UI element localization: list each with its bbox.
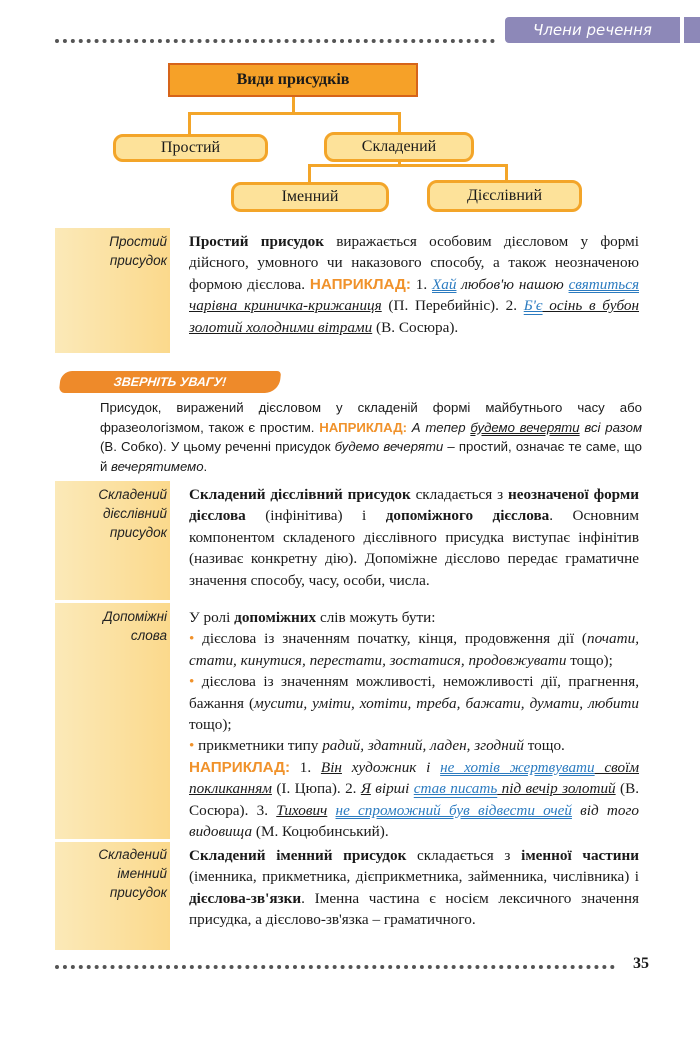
term-simple: Простий присудок bbox=[189, 233, 324, 250]
diagram-connector bbox=[308, 164, 311, 183]
diagram-connector bbox=[505, 164, 508, 181]
side-label-simple: Простий присудок bbox=[109, 234, 167, 268]
diagram-connector bbox=[398, 112, 401, 133]
diagram-node-verbal: Дієслівний bbox=[427, 180, 582, 212]
attention-banner: ЗВЕРНІТЬ УВАГУ! bbox=[59, 371, 281, 393]
example-label: НАПРИКЛАД: bbox=[309, 275, 411, 293]
verbal-predicate-text: Складений дієслівний присудок складається з неозначеної форми дієслова (інфінітива) і допоміжного дієслова. Основним компонентом складеного дієслівного присудка виступає інфінітив (називає конкретну дію). Допоміжне дієслово передає граматичне значення способу, часу, особи, числа. bbox=[189, 486, 639, 589]
diagram-node-compound: Складений bbox=[324, 132, 474, 162]
side-label-verbal: Складений дієслівний присудок bbox=[98, 487, 167, 540]
section-tab: Члени речення bbox=[505, 17, 680, 43]
bullet-icon: • bbox=[189, 673, 195, 691]
diagram-connector bbox=[308, 164, 508, 167]
header-dotted-rule bbox=[55, 39, 495, 43]
page-number: 35 bbox=[633, 955, 649, 972]
section-tab-edge bbox=[684, 17, 700, 43]
side-label-auxiliary: Допоміжні слова bbox=[103, 609, 167, 643]
footer-dotted-rule bbox=[55, 965, 615, 969]
diagram-root-node: Види присудків bbox=[168, 63, 418, 97]
diagram-node-simple: Простий bbox=[113, 134, 268, 162]
diagram-node-nominal: Іменний bbox=[231, 182, 389, 212]
bullet-icon: • bbox=[189, 737, 195, 755]
attention-note: Присудок, виражений дієсловом у складеній формі майбутнього часу або фразеологізмом, також є простим. НАПРИКЛАД: А тепер будемо вечеряти всі разом (В. Собко). У цьому реченні присудок будемо вечеряти – простий, означає те саме, що й вечерятимемо. bbox=[100, 400, 642, 474]
auxiliary-words-text: У ролі допоміжних слів можуть бути: • дієслова із значенням початку, кінця, продовження дії (почати, стати, кинутися, перестати, зостатися, продовжувати тощо); • дієслова із значенням можливості, неможливості дії, прагнення, бажання (мусити, уміти, хотіти, треба, бажати, думати, любити тощо); • прикметники типу радий, здатний, ладен, згодний тощо. НАПРИКЛАД: 1. Він художник і не хотів жертвувати своїм покликанням (І. Цюпа). 2. Я вірші став писать під вечір золотий (В. Сосюра). 3. Тихович не спроможний був відвести очей від того видовища (М. Коцюбинський). bbox=[189, 609, 640, 841]
bullet-icon: • bbox=[189, 630, 195, 648]
diagram-connector bbox=[292, 97, 295, 113]
nominal-predicate-text: Складений іменний присудок складається з іменної частини (іменника, прикметника, дієприкметника, займенника, числівника) і дієслова-зв'язки. Іменна частина є носієм лексичного значення присудка, а дієслово-зв'язка – граматичного. bbox=[189, 847, 640, 929]
side-label-nominal: Складений іменний присудок bbox=[98, 847, 167, 900]
diagram-connector bbox=[188, 112, 191, 135]
diagram-connector bbox=[188, 112, 400, 115]
simple-predicate-text: Простий присудок виражається особовим дієсловом у формі дійсного, умовного чи наказового способу, а також неозначеною формою дієслова. НАПРИКЛАД: 1. Хай любов'ю нашою святиться чарівна криничка-крижаниця (П. Перебийніс). 2. Б'є осінь в бубон золотий холодними вітрами (В. Сосюра). bbox=[189, 233, 640, 336]
